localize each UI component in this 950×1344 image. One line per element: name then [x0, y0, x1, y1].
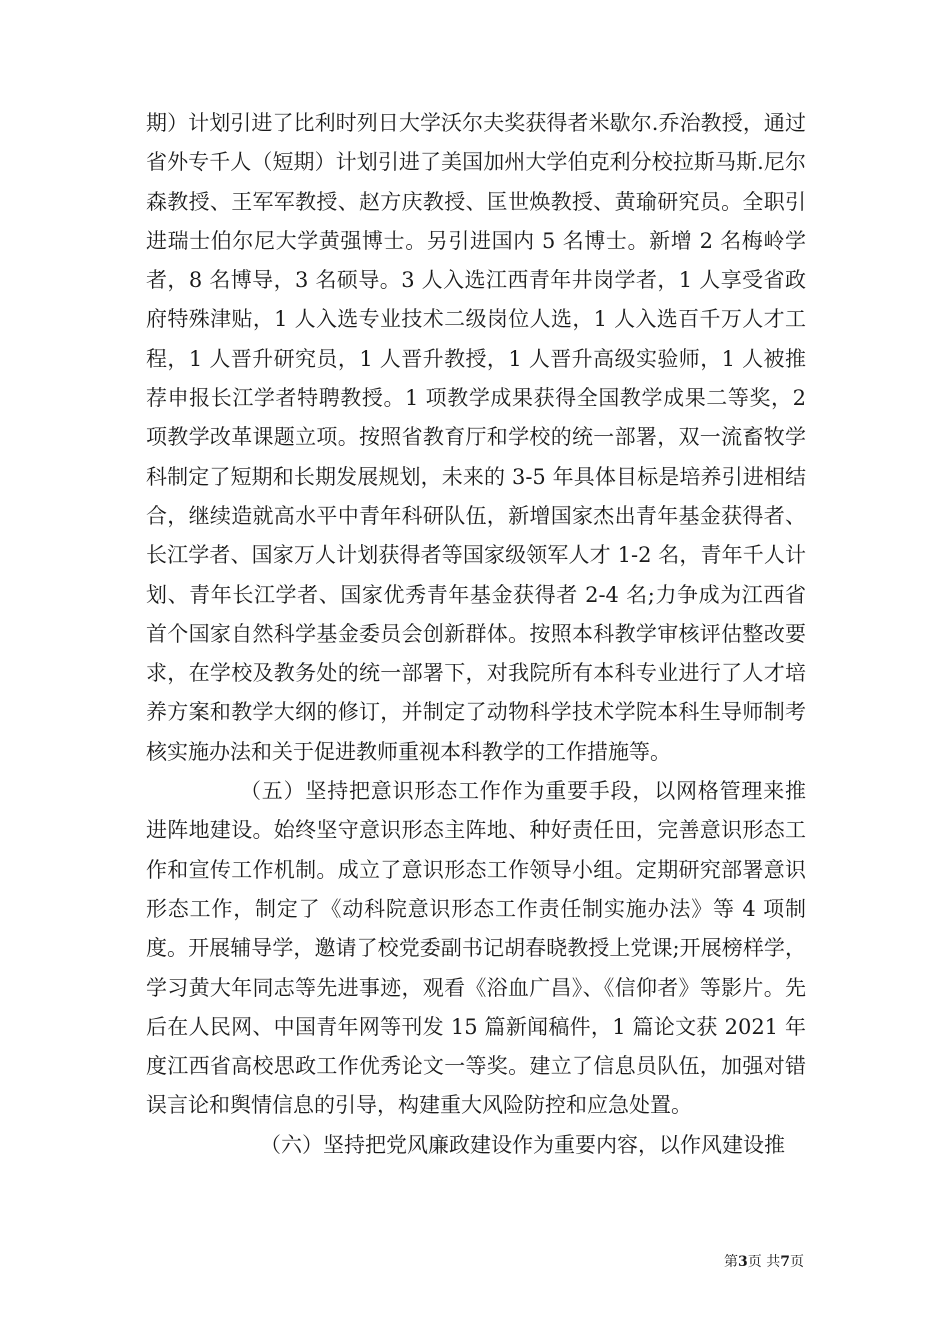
footer-prefix: 第 [724, 1254, 739, 1270]
footer-suffix: 页 [790, 1254, 804, 1270]
paragraph-section-five: （五）坚持把意识形态工作作为重要手段，以网格管理来推进阵地建设。始终坚守意识形态主阵地、种好责任田，完善意识形态工作和宣传工作机制。成立了意识形态工作领导小组。定期研究部署意识形态工作，制定了《动科院意识形态工作责任制实施办法》等 4 项制度。开展辅导学，邀请了校党委副书记胡春晓教授上党课;开展榜样学，学习黄大年同志等先进事迹，观看《浴血广昌》、《信仰者》等影片。先后在人民网、中国青年网等刊发 15 篇新闻稿件，1 篇论文获 2021 年度江西省高校思政工作优秀论文一等奖。建立了信息员队伍，加强对错误言论和舆情信息的引导，构建重大风险防控和应急处置。 [146, 779, 806, 1118]
paragraph-section-six: （六）坚持把党风廉政建设作为重要内容，以作风建设推 [260, 1132, 785, 1157]
page-footer [724, 1253, 804, 1271]
paragraph-talent-introduction: 期）计划引进了比利时列日大学沃尔夫奖获得者米歇尔.乔治教授，通过省外专千人（短期）计划引进了美国加州大学伯克利分校拉斯马斯.尼尔森教授、王军军教授、赵方庆教授、匡世焕教授、黄瑜研究员。全职引进瑞士伯尔尼大学黄强博士。另引进国内 5 名博士。新增 2 名梅岭学者，8 名博导，3 名硕导。3 人入选江西青年井岗学者，1 人享受省政府特殊津贴，1 人入选专业技术二级岗位人选，1 人入选百千万人才工程，1 人晋升研究员，1 人晋升教授，1 人晋升高级实验师，1 人被推荐申报长江学者特聘教授。1 项教学成果获得全国教学成果二等奖，2 项教学改革课题立项。按照省教育厅和学校的统一部署，双一流畜牧学科制定了短期和长期发展规划，未来的 3-5 年具体目标是培养引进相结合，继续造就高水平中青年科研队伍，新增国家杰出青年基金获得者、长江学者、国家万人计划获得者等国家级领军人才 1-2 名，青年千人计划、青年长江学者、国家优秀青年基金获得者 2-4 名;力争成为江西省首个国家自然科学基金委员会创新群体。按照本科教学审核评估整改要求，在学校及教务处的统一部署下，对我院所有本科专业进行了人才培养方案和教学大纲的修订，并制定了动物科学技术学院本科生导师制考核实施办法和关于促进教师重视本科教学的工作措施等。 [146, 111, 806, 764]
footer-middle: 页 共 [747, 1254, 781, 1270]
document-body [146, 104, 806, 1165]
footer-page-number: 3 [738, 1254, 748, 1270]
footer-total-pages: 7 [780, 1254, 790, 1270]
